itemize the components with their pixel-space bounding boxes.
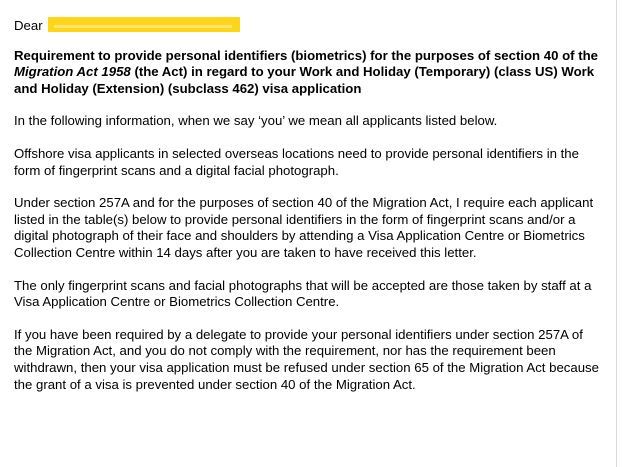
page-edge-line: [616, 0, 617, 467]
act-name: Migration Act 1958: [14, 64, 131, 80]
letter-subject: [14, 48, 604, 98]
greeting-text: Dear: [14, 18, 43, 33]
subject-text-part1: Requirement to provide personal identifiers (biometrics) for the purposes of section 40 of the: [14, 47, 599, 63]
paragraph-offshore-requirement: Offshore visa applicants in selected overseas locations need to provide personal identifiers in the form of fingerprint scans and a digital facial photograph.: [14, 145, 579, 178]
paragraph-definition: In the following information, when we say ‘you’ we mean all applicants listed below.: [14, 113, 498, 129]
paragraph-section-257a: Under section 257A and for the purposes of section 40 of the Migration Act, I require each applicant listed in the table(s) below to provide personal identifiers in the form of fingerprint scans and/or a digital photograph of their face and shoulders by attending a Visa Application Centre or Biometrics Collection Centre within 14 days after you are taken to have received this letter.: [14, 195, 594, 260]
redacted-name-highlight: [48, 17, 240, 32]
greeting-line: [14, 17, 604, 35]
paragraph-refusal-consequence: If you have been required by a delegate to provide your personal identifiers under section 257A of the Migration Act, and you do not comply with the requirement, nor has the requirement been withdrawn, then your visa application must be refused under section 65 of the Migration Act because the grant of a visa is prevented under section 40 of the Migration Act.: [14, 326, 599, 392]
letter-body: [14, 17, 604, 409]
paragraph-accepted-biometrics: The only fingerprint scans and facial photographs that will be accepted are those taken by staff at a Visa Application Centre or Biometrics Collection Centre.: [14, 277, 592, 310]
subject-text-part2: (the Act) in regard to your Work and Holiday (Temporary) (class US) Work and Holiday (Extension) (subclass 462) visa application: [14, 64, 595, 96]
